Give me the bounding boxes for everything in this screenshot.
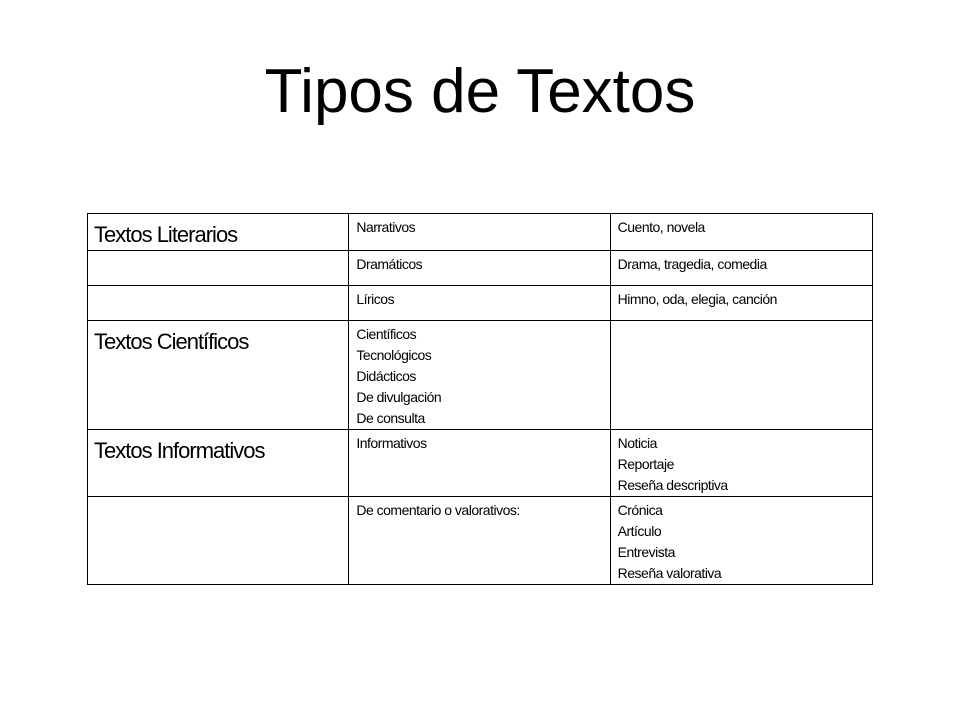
category-cell — [88, 430, 349, 497]
table-row — [88, 251, 873, 286]
category-label: Textos Informativos — [94, 438, 265, 463]
category-label — [88, 497, 348, 505]
subtype-cell — [349, 251, 610, 286]
category-cell — [88, 286, 349, 321]
table-row — [88, 321, 873, 430]
table-row — [88, 214, 873, 251]
examples-cell — [610, 321, 872, 430]
subtype-item: Narrativos — [356, 219, 416, 235]
example-item: Reseña descriptiva — [617, 477, 728, 493]
examples-cell — [610, 214, 872, 251]
example-item: Drama, tragedia, comedia — [617, 256, 767, 272]
table-row — [88, 497, 873, 585]
example-item: Noticia — [617, 435, 657, 451]
category-label: Textos Literarios — [94, 222, 238, 247]
category-cell — [88, 214, 349, 251]
category-cell — [88, 321, 349, 430]
category-label: Textos Científicos — [94, 329, 249, 354]
subtype-item: Tecnológicos — [356, 347, 432, 363]
example-item: Cuento, novela — [617, 219, 705, 235]
example-item: Reportaje — [617, 456, 674, 472]
table-row — [88, 286, 873, 321]
example-item: Himno, oda, elegia, canción — [617, 291, 777, 307]
subtype-cell — [349, 430, 610, 497]
subtype-item: Dramáticos — [356, 256, 423, 272]
subtype-item: De consulta — [356, 410, 425, 426]
category-label — [88, 251, 348, 259]
subtype-cell — [349, 214, 610, 251]
subtype-item: Científicos — [356, 326, 417, 342]
example-item: Entrevista — [617, 544, 675, 560]
subtype-cell — [349, 321, 610, 430]
slide-title: Tipos de Textos — [264, 57, 696, 126]
examples-cell — [610, 251, 872, 286]
examples-cell — [610, 286, 872, 321]
text-types-table — [87, 213, 873, 585]
example-item: Crónica — [617, 502, 663, 518]
category-cell — [88, 251, 349, 286]
example-item: Artículo — [617, 523, 662, 539]
example-item: Reseña valorativa — [617, 565, 722, 581]
subtype-item: De comentario o valorativos: — [356, 502, 520, 518]
subtype-cell — [349, 497, 610, 585]
subtype-item: Informativos — [356, 435, 427, 451]
subtype-item: Líricos — [356, 291, 395, 307]
examples-cell — [610, 430, 872, 497]
subtype-item: De divulgación — [356, 389, 442, 405]
examples-cell — [610, 497, 872, 585]
category-cell — [88, 497, 349, 585]
subtype-cell — [349, 286, 610, 321]
category-label — [88, 286, 348, 294]
subtype-item: Didácticos — [356, 368, 416, 384]
table-row — [88, 430, 873, 497]
